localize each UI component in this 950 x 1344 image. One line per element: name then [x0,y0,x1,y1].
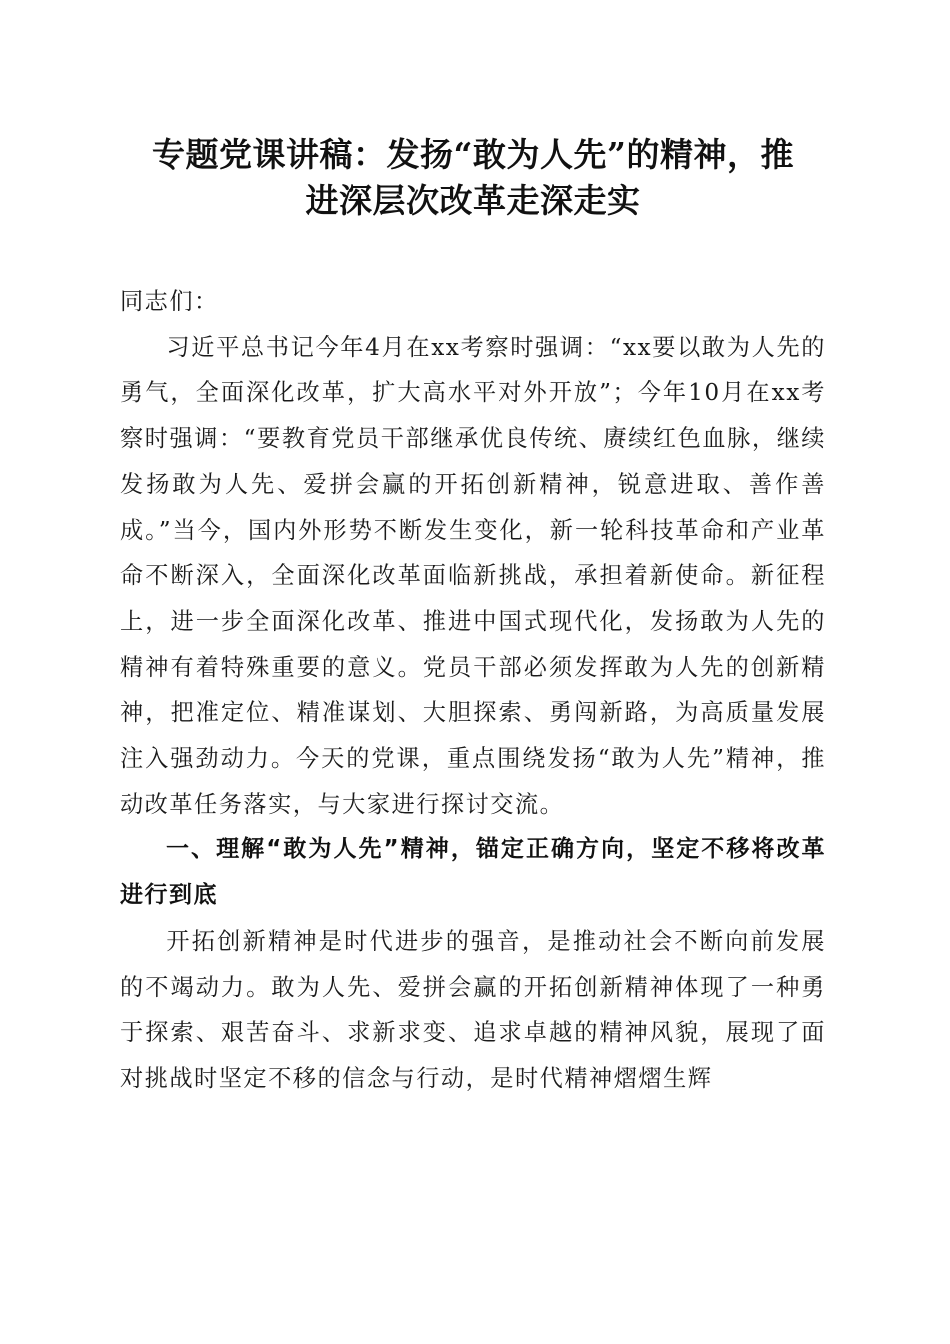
section-1-paragraph: 开拓创新精神是时代进步的强音，是推动社会不断向前发展的不竭动力。敢为人先、爱拼会赢的开拓创新精神体现了一种勇于探索、艰苦奋斗、求新求变、追求卓越的精神风貌，展现了面对挑战时坚定不移的信念与行动，是时代精神熠熠生辉 [120,927,826,1092]
intro-paragraph: 习近平总书记今年4月在xx考察时强调：“xx要以敢为人先的勇气，全面深化改革，扩大高水平对外开放”；今年10月在xx考察时强调：“要教育党员干部继承优良传统、赓续红色血脉，继续发扬敢为人先、爱拼会赢的开拓创新精神，锐意进取、善作善成。”当今，国内外形势不断发生变化，新一轮科技革命和产业革命不断深入，全面深化改革面临新挑战，承担着新使命。新征程上，进一步全面深化改革、推进中国式现代化，发扬敢为人先的精神有着特殊重要的意义。党员干部必须发挥敢为人先的创新精神，把准定位、精准谋划、大胆探索、勇闯新路，为高质量发展注入强劲动力。今天的党课，重点围绕发扬“敢为人先”精神，推动改革任务落实，与大家进行探讨交流。 [120,333,826,818]
document-title-line-2: 进深层次改革走深走实 [305,181,641,220]
section-heading-1: 一、理解“敢为人先”精神，锚定正确方向，坚定不移将改革进行到底 [120,836,826,909]
document-title [120,132,826,224]
document-content [120,132,826,1102]
salutation: 同志们： [120,288,219,315]
document-title-line-1: 专题党课讲稿：发扬“敢为人先”的精神，推 [152,135,794,174]
